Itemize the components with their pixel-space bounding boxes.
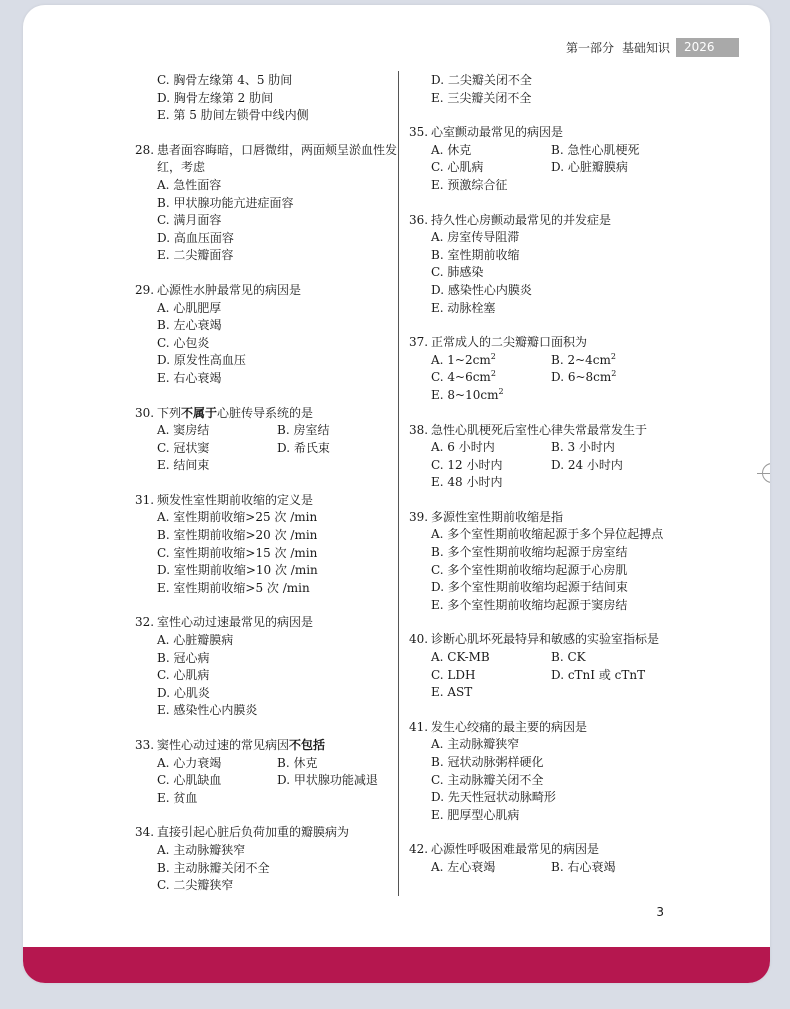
option: E. 三尖瓣关闭不全 [431,90,532,105]
option-row [135,440,397,458]
emphasis-text: 不包括 [289,738,326,752]
question-text: 心源性水肿最常见的病因是 [157,282,302,297]
question-stem [135,614,397,632]
question-stem [409,841,709,859]
left-column [135,72,397,912]
option: E. AST [431,685,473,700]
question-31 [135,492,397,598]
option: A. 房室传导阻滞 [431,230,520,245]
option: B. 冠状动脉粥样硬化 [431,755,544,769]
option: C. 心肌病 [157,668,210,683]
question-number: 31. [135,492,155,507]
question-number: 35. [409,125,429,140]
option: A. CK-MB [431,650,490,665]
option [551,369,671,387]
stem-part: 窦性心动过速的常见病因 [157,738,290,752]
option: D. 心肌炎 [157,685,210,700]
question-33 [135,737,397,807]
option: C. 满月面容 [157,213,222,228]
option: C. 肺感染 [431,265,484,280]
question-32 [135,614,397,720]
question-stem [409,631,709,649]
question-stem [409,509,709,527]
option-row [409,439,709,457]
question-35 [409,124,709,194]
question-number: 41. [409,719,429,734]
emphasis-text: 不属于 [181,405,218,420]
question-38 [409,422,709,492]
question-27-continued [135,72,397,125]
question-41 [409,719,709,825]
option: E. 多个室性期前收缩均起源于窦房结 [431,597,628,612]
option: B. 右心衰竭 [551,859,616,874]
option: A. 左心衰竭 [431,859,496,874]
option-text: C. 4~6cm [431,370,491,385]
option: C. 多个室性期前收缩均起源于心房肌 [431,562,628,577]
option: C. 二尖瓣狭窄 [157,878,234,893]
question-stem [409,212,709,230]
option-row [409,369,709,387]
question-number: 42. [409,842,429,857]
option [409,526,709,544]
question-28 [135,142,397,265]
option-text: A. 1~2cm [431,352,491,367]
footer-band [23,947,770,983]
superscript: 2 [610,351,616,361]
option-row [409,352,709,370]
option: A. 主动脉瓣狭窄 [157,842,246,857]
option: D. 二尖瓣关闭不全 [431,73,532,87]
option-text: A. 多个室性期前收缩起源于多个异位起搏点 [431,527,664,542]
option: D. 24 小时内 [551,457,623,472]
option: B. 左心衰竭 [157,318,222,333]
option: E. 贫血 [157,790,198,805]
option: C. 心肌病 [431,160,484,175]
question-text: 发生心绞痛的最主要的病因是 [431,719,588,734]
option-row [409,859,709,877]
question-number: 37. [409,335,429,350]
option [431,352,551,370]
question-stem [409,422,709,440]
question-text: 持久性心房颤动最常见的并发症是 [431,212,612,227]
option-row [135,422,397,440]
question-42 [409,841,709,876]
option: E. 第 5 肋间左锁骨中线内侧 [157,108,309,123]
option: D. 多个室性期前收缩均起源于结间束 [431,580,628,595]
question-text: 频发性室性期前收缩的定义是 [157,492,314,507]
option: E. 动脉栓塞 [431,300,496,315]
subject-label: 基础知识 [621,41,670,55]
question-40 [409,631,709,701]
option: E. 预激综合征 [431,177,508,192]
option: D. 原发性高血压 [157,353,246,368]
question-stem [135,142,397,177]
section-label: 第一部分 [565,41,614,55]
question-stem [135,282,397,300]
option: B. 冠心病 [157,650,210,665]
option: A. 心脏瓣膜病 [157,633,234,648]
question-number: 33. [135,738,155,752]
option-row [409,649,709,667]
question-text: 心室颤动最常见的病因是 [431,125,564,140]
option: E. 48 小时内 [431,475,503,490]
option: C. 胸骨左缘第 4、5 肋间 [157,73,293,87]
registration-mark-icon [762,463,770,483]
option: E. 感染性心内膜炎 [157,703,258,718]
question-stem [135,824,397,842]
option: D. 先天性冠状动脉畸形 [431,790,556,805]
option [431,369,551,387]
option: D. 感染性心内膜炎 [431,282,532,297]
option: B. 室性期前收缩>20 次 /min [157,528,318,543]
question-number: 38. [409,422,429,437]
superscript: 2 [490,351,496,361]
question-text: 急性心肌梗死后室性心律失常最常发生于 [431,422,648,437]
option: E. 结间束 [157,458,210,473]
option: B. 主动脉瓣关闭不全 [157,860,270,875]
option: C. 心包炎 [157,335,210,350]
option-row [409,159,709,177]
question-number: 28. [135,142,155,157]
question-29 [135,282,397,388]
option: D. 室性期前收缩>10 次 /min [157,563,318,578]
question-number: 40. [409,632,429,647]
option: D. cTnI 或 cTnT [551,667,646,682]
question-34 [135,824,397,894]
option: E. 二尖瓣面容 [157,248,234,263]
question-number: 34. [135,825,155,840]
question-text: 多源性室性期前收缩是指 [431,509,564,524]
stem-part: 下列 [157,405,182,420]
option: E. 室性期前收缩>5 次 /min [157,580,310,595]
question-stem [135,737,397,755]
superscript: 2 [498,386,504,396]
question-30 [135,405,397,475]
option: A. 室性期前收缩>25 次 /min [157,510,318,525]
option: A. 主动脉瓣狭窄 [431,737,520,752]
option: A. 心肌肥厚 [157,300,222,315]
question-stem [135,405,397,423]
option: B. 房室结 [277,423,330,438]
question-text: 心源性呼吸困难最常见的病因是 [431,842,600,857]
option-row [135,755,397,773]
option: E. 右心衰竭 [157,370,222,385]
question-stem [409,124,709,142]
option: B. 室性期前收缩 [431,247,520,262]
option-row [135,772,397,790]
question-text: 诊断心肌坏死最特异和敏感的实验室指标是 [431,632,660,647]
option-row [409,142,709,160]
question-stem [135,492,397,510]
option: D. 高血压面容 [157,230,234,245]
superscript: 2 [611,369,617,379]
page-header [566,38,739,57]
question-34-continued [409,72,709,107]
question-text: 室性心动过速最常见的病因是 [157,615,314,630]
year-badge: 2026 [676,38,739,57]
option: C. 主动脉瓣关闭不全 [431,772,544,787]
question-stem [409,719,709,737]
option: B. 甲状腺功能亢进症面容 [157,195,294,210]
question-number: 30. [135,405,155,420]
option [409,387,709,405]
option: D. 希氏束 [277,440,330,455]
option-text: D. 6~8cm [551,370,612,385]
question-text [157,737,397,755]
column-divider [398,71,399,896]
option: A. 休克 [431,142,472,157]
option: B. 3 小时内 [551,440,615,455]
question-number: 36. [409,212,429,227]
question-text: 直接引起心脏后负荷加重的瓣膜病为 [157,825,350,840]
option: D. 胸骨左缘第 2 肋间 [157,90,274,105]
option: D. 心脏瓣膜病 [551,160,628,175]
question-stem [409,334,709,352]
option: A. 心力衰竭 [157,755,222,770]
question-36 [409,212,709,318]
option-row [409,667,709,685]
option [551,352,671,370]
page-number: 3 [656,905,664,919]
option: C. 心肌缺血 [157,773,222,788]
question-text: 正常成人的二尖瓣瓣口面积为 [431,335,588,350]
textbook-page [23,5,770,983]
option: C. 室性期前收缩>15 次 /min [157,545,318,560]
question-text: 患者面容晦暗，口唇微绀，两面颊呈淤血性发红，考虑 [157,142,398,175]
option: C. LDH [431,667,476,682]
option: A. 急性面容 [157,177,222,192]
question-number: 32. [135,615,155,630]
option: B. 多个室性期前收缩均起源于房室结 [431,545,628,560]
question-number: 39. [409,509,429,524]
question-39 [409,509,709,615]
option: A. 窦房结 [157,423,210,438]
option: C. 冠状窦 [157,440,210,455]
option: B. 休克 [277,755,318,770]
option: B. 急性心肌梗死 [551,142,640,157]
option: C. 12 小时内 [431,457,503,472]
option: D. 甲状腺功能减退 [277,773,378,788]
right-column [409,72,709,894]
superscript: 2 [490,369,496,379]
question-37 [409,334,709,404]
option-text: E. 8~10cm [431,387,499,402]
option: E. 肥厚型心肌病 [431,807,520,822]
option-text: B. 2~4cm [551,352,611,367]
stem-part: 心脏传导系统的是 [217,405,314,420]
option-row [409,457,709,475]
question-text [157,405,397,423]
option: B. CK [551,650,586,665]
question-number: 29. [135,282,155,297]
option: A. 6 小时内 [431,440,495,455]
